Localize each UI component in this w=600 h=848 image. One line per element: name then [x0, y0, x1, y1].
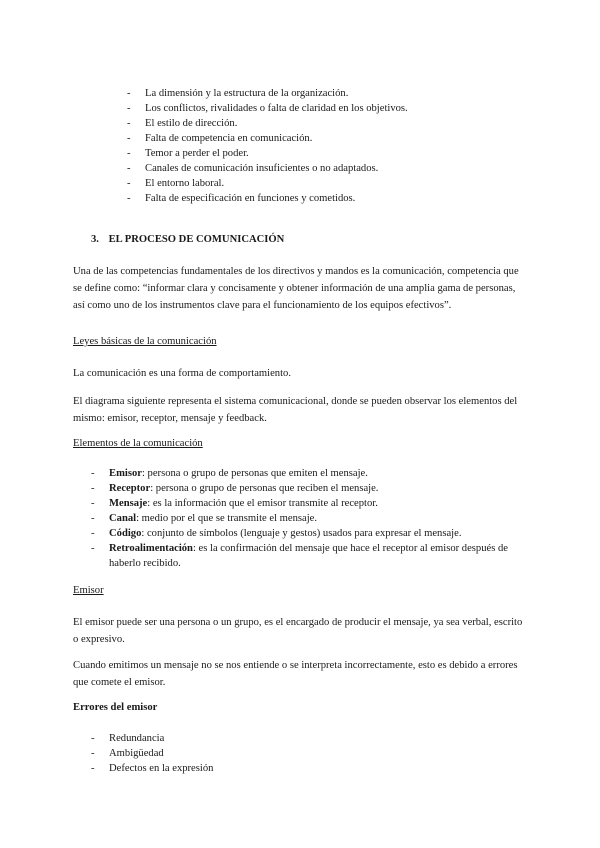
list-item — [109, 511, 529, 526]
elements-heading: Elementos de la comunicación — [73, 438, 203, 449]
errors-list — [109, 731, 213, 776]
top-list — [145, 86, 408, 206]
section-number: 3. — [91, 234, 99, 245]
element-term: Canal — [109, 513, 137, 524]
list-item — [109, 496, 529, 511]
element-term: Emisor — [109, 468, 142, 479]
list-item: - Ambigüedad — [109, 746, 213, 761]
errors-heading: Errores del emisor — [73, 702, 158, 713]
list-item: - Falta de competencia en comunicación. — [145, 131, 408, 146]
list-item: - Defectos en la expresión — [109, 761, 213, 776]
list-item: - Canales de comunicación insuficientes o no adaptados. — [145, 161, 408, 176]
list-item: - El entorno laboral. — [145, 176, 408, 191]
element-desc: : conjunto de símbolos (lenguaje y gestos) usados para expresar el mensaje. — [141, 528, 462, 539]
section-heading — [91, 234, 284, 245]
laws-heading: Leyes básicas de la comunicación — [73, 336, 217, 347]
element-desc: : es la confirmación del mensaje que hace el receptor al emisor después de haberlo recibido. — [109, 543, 508, 569]
section-title: EL PROCESO DE COMUNICACIÓN — [108, 234, 285, 245]
list-item: - Temor a perder el poder. — [145, 146, 408, 161]
laws-paragraph-2: El diagrama siguiente representa el sistema comunicacional, donde se pueden observar los elementos del mismo: emisor, receptor, mensaje y feedback. — [73, 396, 518, 424]
element-desc: : medio por el que se transmite el mensaje. — [136, 513, 318, 524]
list-item — [109, 466, 529, 481]
elements-list — [109, 466, 529, 571]
list-item — [109, 526, 529, 541]
intro-paragraph: Una de las competencias fundamentales de los directivos y mandos es la comunicación, competencia que se define como: “informar clara y concisamente y obtener información de una amplia gama de personas, así como uno de los instrumentos clave para el funcionamiento de los equipos efectivos”. — [73, 266, 519, 311]
element-desc: : persona o grupo de personas que reciben el mensaje. — [150, 483, 379, 494]
list-item: - El estilo de dirección. — [145, 116, 408, 131]
list-item — [109, 541, 529, 571]
element-desc: : persona o grupo de personas que emiten el mensaje. — [141, 468, 368, 479]
emisor-paragraph-2: Cuando emitimos un mensaje no se nos entiende o se interpreta incorrectamente, esto es debido a errores que comete el emisor. — [73, 660, 518, 688]
element-term: Código — [109, 528, 142, 539]
laws-paragraph-1: La comunicación es una forma de comportamiento. — [73, 368, 291, 379]
element-desc: : es la información que el emisor transmite al receptor. — [147, 498, 378, 509]
list-item: - Redundancia — [109, 731, 213, 746]
element-term: Mensaje — [109, 498, 148, 509]
element-term: Retroalimentación — [109, 543, 193, 554]
list-item: - Falta de especificación en funciones y cometidos. — [145, 191, 408, 206]
element-term: Receptor — [109, 483, 151, 494]
list-item: - La dimensión y la estructura de la organización. — [145, 86, 408, 101]
emisor-heading: Emisor — [73, 585, 104, 596]
emisor-paragraph-1: El emisor puede ser una persona o un grupo, es el encargado de producir el mensaje, ya sea verbal, escrito o expresivo. — [73, 617, 523, 645]
list-item: - Los conflictos, rivalidades o falta de claridad en los objetivos. — [145, 101, 408, 116]
list-item — [109, 481, 529, 496]
